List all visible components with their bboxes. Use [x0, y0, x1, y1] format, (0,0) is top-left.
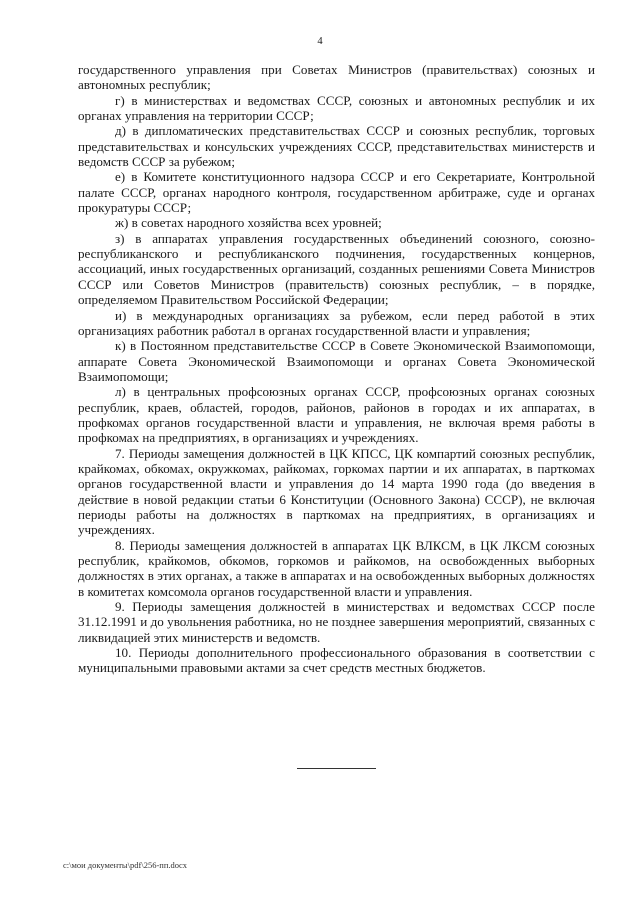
paragraph-9: 9. Периоды замещения должностей в министерствах и ведомствах СССР после 31.12.1991 и до увольнения работника, но не позднее завершения мероприятий, связанных с ликвидацией этих министерств и ведомств. [78, 599, 595, 645]
paragraph-item-e: е) в Комитете конституционного надзора СССР и его Секретариате, Контрольной палате СССР, органах народного контроля, государственном арбитраже, суде и органах прокуратуры СССР; [78, 169, 595, 216]
paragraph-item-i: и) в международных организациях за рубежом, если перед работой в этих организациях работник работал в органах государственной власти и управления; [78, 307, 595, 338]
paragraph-item-d: д) в дипломатических представительствах СССР и союзных республик, торговых представительствах и консульских учреждениях СССР, представительствах министерств и ведомств СССР за рубежом; [78, 123, 595, 170]
paragraph-item-zh: ж) в советах народного хозяйства всех уровней; [115, 215, 382, 231]
paragraph-item-k: к) в Постоянном представительстве СССР в Совете Экономической Взаимопомощи, аппарате Совета Экономической Взаимопомощи и органах Совета Экономической Взаимопомощи; [78, 338, 595, 384]
paragraph-10: 10. Периоды дополнительного профессионального образования в соответствии с муниципальными правовыми актами за счет средств местных бюджетов. [78, 645, 595, 676]
paragraph-item-l: л) в центральных профсоюзных органах СССР, профсоюзных органах союзных республик, краев, областей, городов, районов, районов в городах и их аппаратах, в профкомах органов государственной власти и управления, не включая время работы в профкомах на предприятиях, в организациях и учреждениях. [78, 384, 595, 446]
paragraph-item-z: з) в аппаратах управления государственных объединений союзного, союзно-республиканского и республиканского подчинения, государственных концернов, ассоциаций, иных государственных организаций, созданных решениями Совета Министров СССР или Советов Министров (правительств) союзных республик, – в порядке, определяемом Правительством Российской Федерации; [78, 230, 595, 308]
paragraph-item-g: г) в министерствах и ведомствах СССР, союзных и автономных республик и их органах управления на территории СССР; [78, 92, 595, 124]
page-number: 4 [317, 36, 323, 47]
paragraph-continuation: государственного управления при Советах Министров (правительствах) союзных и автономных республик; [78, 62, 595, 93]
footer-file-path: c:\мои документы\pdf\256-пп.docx [63, 860, 188, 870]
end-divider [297, 768, 376, 769]
paragraph-8: 8. Периоды замещения должностей в аппаратах ЦК ВЛКСМ, в ЦК ЛКСМ союзных республик, крайкомов, обкомов, горкомов и райкомов, на освобожденных выборных должностях в этих органах, а также в аппаратах и на освобожденных выборных должностях в комитетах комсомола органов государственной власти и управления. [78, 537, 595, 599]
paragraph-7: 7. Периоды замещения должностей в ЦК КПСС, ЦК компартий союзных республик, крайкомах, обкомах, окружкомах, райкомах, горкомах партии и их аппаратах, в парткомах органов государственной власти и управления до 14 марта 1990 года (до введения в действие в новой редакции статьи 6 Конституции (Основного Закона) СССР), не включая периоды работы на должностях в парткомах на предприятиях, в организациях и учреждениях. [78, 445, 595, 538]
document-body [78, 62, 595, 676]
